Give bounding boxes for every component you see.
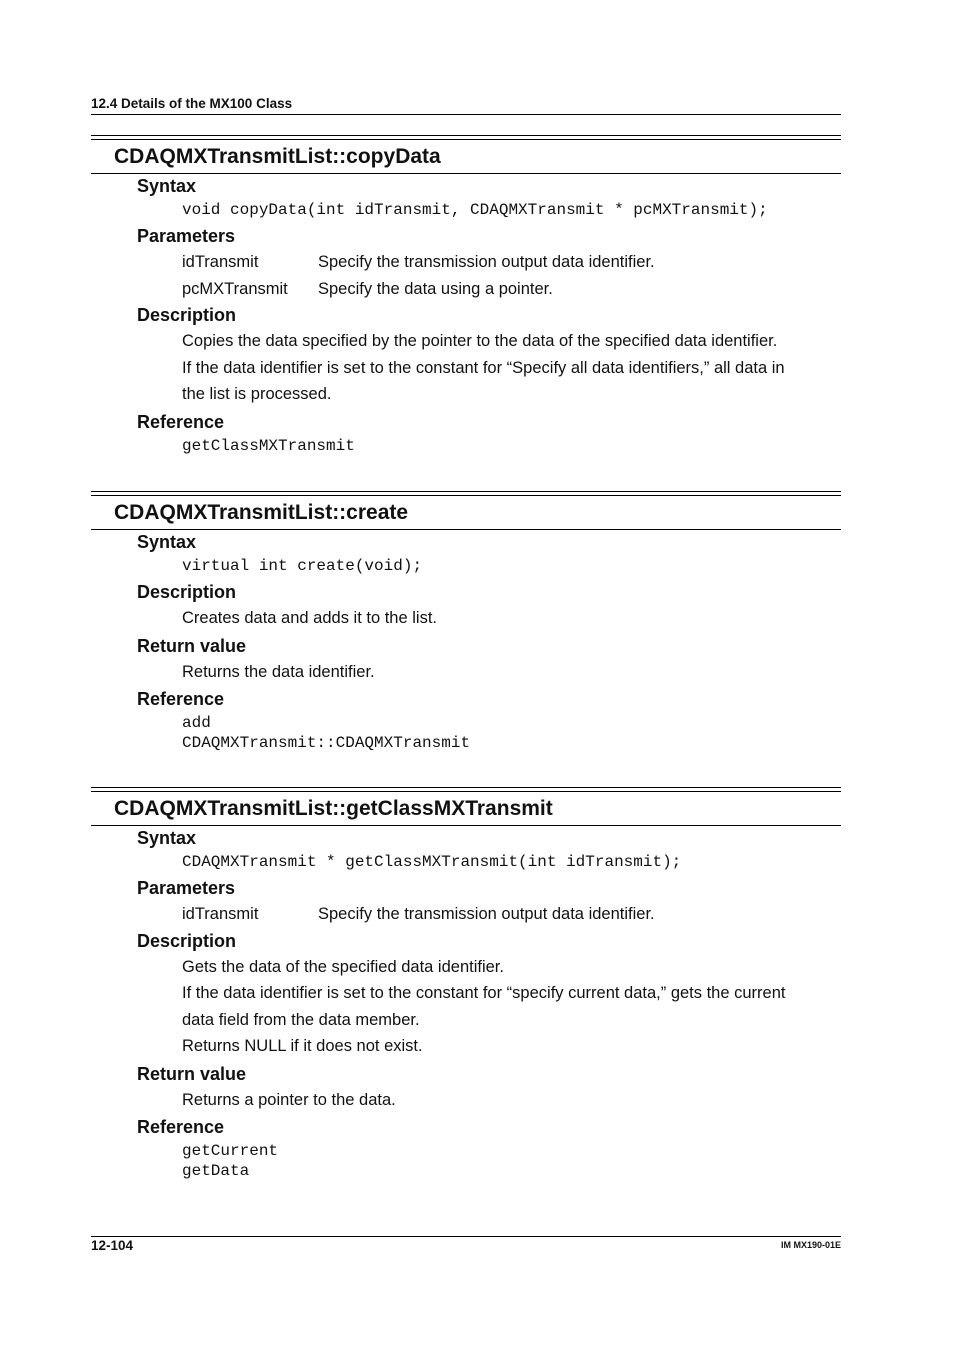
parameters-heading: Parameters xyxy=(137,878,236,898)
reference-link: getClassMXTransmit xyxy=(182,436,355,455)
return-value-heading: Return value xyxy=(137,1063,247,1084)
description-text xyxy=(91,954,841,1060)
description-heading: Description xyxy=(137,930,237,951)
parameters-heading: Parameters xyxy=(137,226,236,246)
syntax-code: CDAQMXTransmit * getClassMXTransmit(int idTransmit); xyxy=(182,853,682,871)
description-line: Creates data and adds it to the list. xyxy=(182,609,437,627)
parameter-name: idTransmit xyxy=(182,253,259,271)
reference-heading: Reference xyxy=(137,411,225,432)
header-rule xyxy=(91,114,841,115)
return-value-text: Returns a pointer to the data. xyxy=(182,1090,396,1109)
parameter-list xyxy=(91,249,841,302)
footer-rule xyxy=(91,1236,841,1237)
reference-link: getCurrent xyxy=(182,1142,279,1160)
page-number: 12-104 xyxy=(91,1238,134,1253)
parameter-row xyxy=(182,901,841,928)
section-title: CDAQMXTransmitList::create xyxy=(114,501,409,524)
section-rule xyxy=(91,529,841,530)
parameter-name: pcMXTransmit xyxy=(182,279,288,298)
parameter-list xyxy=(91,901,841,928)
description-heading: Description xyxy=(137,582,237,602)
section-title: CDAQMXTransmitList::copyData xyxy=(114,145,441,168)
section-copydata xyxy=(91,135,841,456)
syntax-code: void copyData(int idTransmit, CDAQMXTransmit * pcMXTransmit); xyxy=(182,201,768,219)
description-line: the list is processed. xyxy=(182,385,332,403)
section-getclassmxtransmit xyxy=(91,787,841,1181)
return-value-heading: Return value xyxy=(137,635,247,656)
parameter-row xyxy=(182,249,841,276)
description-heading: Description xyxy=(137,305,237,325)
section-rule xyxy=(91,173,841,174)
description-line: If the data identifier is set to the constant for “specify current data,” gets the current xyxy=(182,984,786,1002)
reference-link: CDAQMXTransmit::CDAQMXTransmit xyxy=(182,734,471,752)
syntax-code: virtual int create(void); xyxy=(182,557,423,575)
running-header: 12.4 Details of the MX100 Class xyxy=(91,96,293,111)
reference-link: add xyxy=(182,714,211,732)
parameter-desc: Specify the transmission output data identifier. xyxy=(318,253,655,271)
syntax-heading: Syntax xyxy=(137,828,197,848)
parameter-name: idTransmit xyxy=(182,905,259,923)
description-line: Gets the data of the specified data identifier. xyxy=(182,957,504,976)
syntax-heading: Syntax xyxy=(137,176,197,196)
parameter-row xyxy=(182,276,841,303)
section-create xyxy=(91,491,841,753)
description-line: Returns NULL if it does not exist. xyxy=(182,1037,423,1055)
reference-link: getData xyxy=(182,1162,250,1180)
parameter-desc: Specify the data using a pointer. xyxy=(318,279,553,298)
section-title: CDAQMXTransmitList::getClassMXTransmit xyxy=(114,797,553,820)
description-text xyxy=(91,328,841,408)
description-line: data field from the data member. xyxy=(182,1010,420,1029)
reference-heading: Reference xyxy=(137,689,225,709)
description-line: If the data identifier is set to the constant for “Specify all data identifiers,” all data in xyxy=(182,358,785,377)
reference-heading: Reference xyxy=(137,1117,225,1137)
syntax-heading: Syntax xyxy=(137,532,197,552)
parameter-desc: Specify the transmission output data identifier. xyxy=(318,905,655,923)
document-id: IM MX190-01E xyxy=(780,1240,841,1250)
description-line: Copies the data specified by the pointer to the data of the specified data identifier. xyxy=(182,332,778,350)
section-rule xyxy=(91,825,841,826)
return-value-text: Returns the data identifier. xyxy=(182,662,375,681)
